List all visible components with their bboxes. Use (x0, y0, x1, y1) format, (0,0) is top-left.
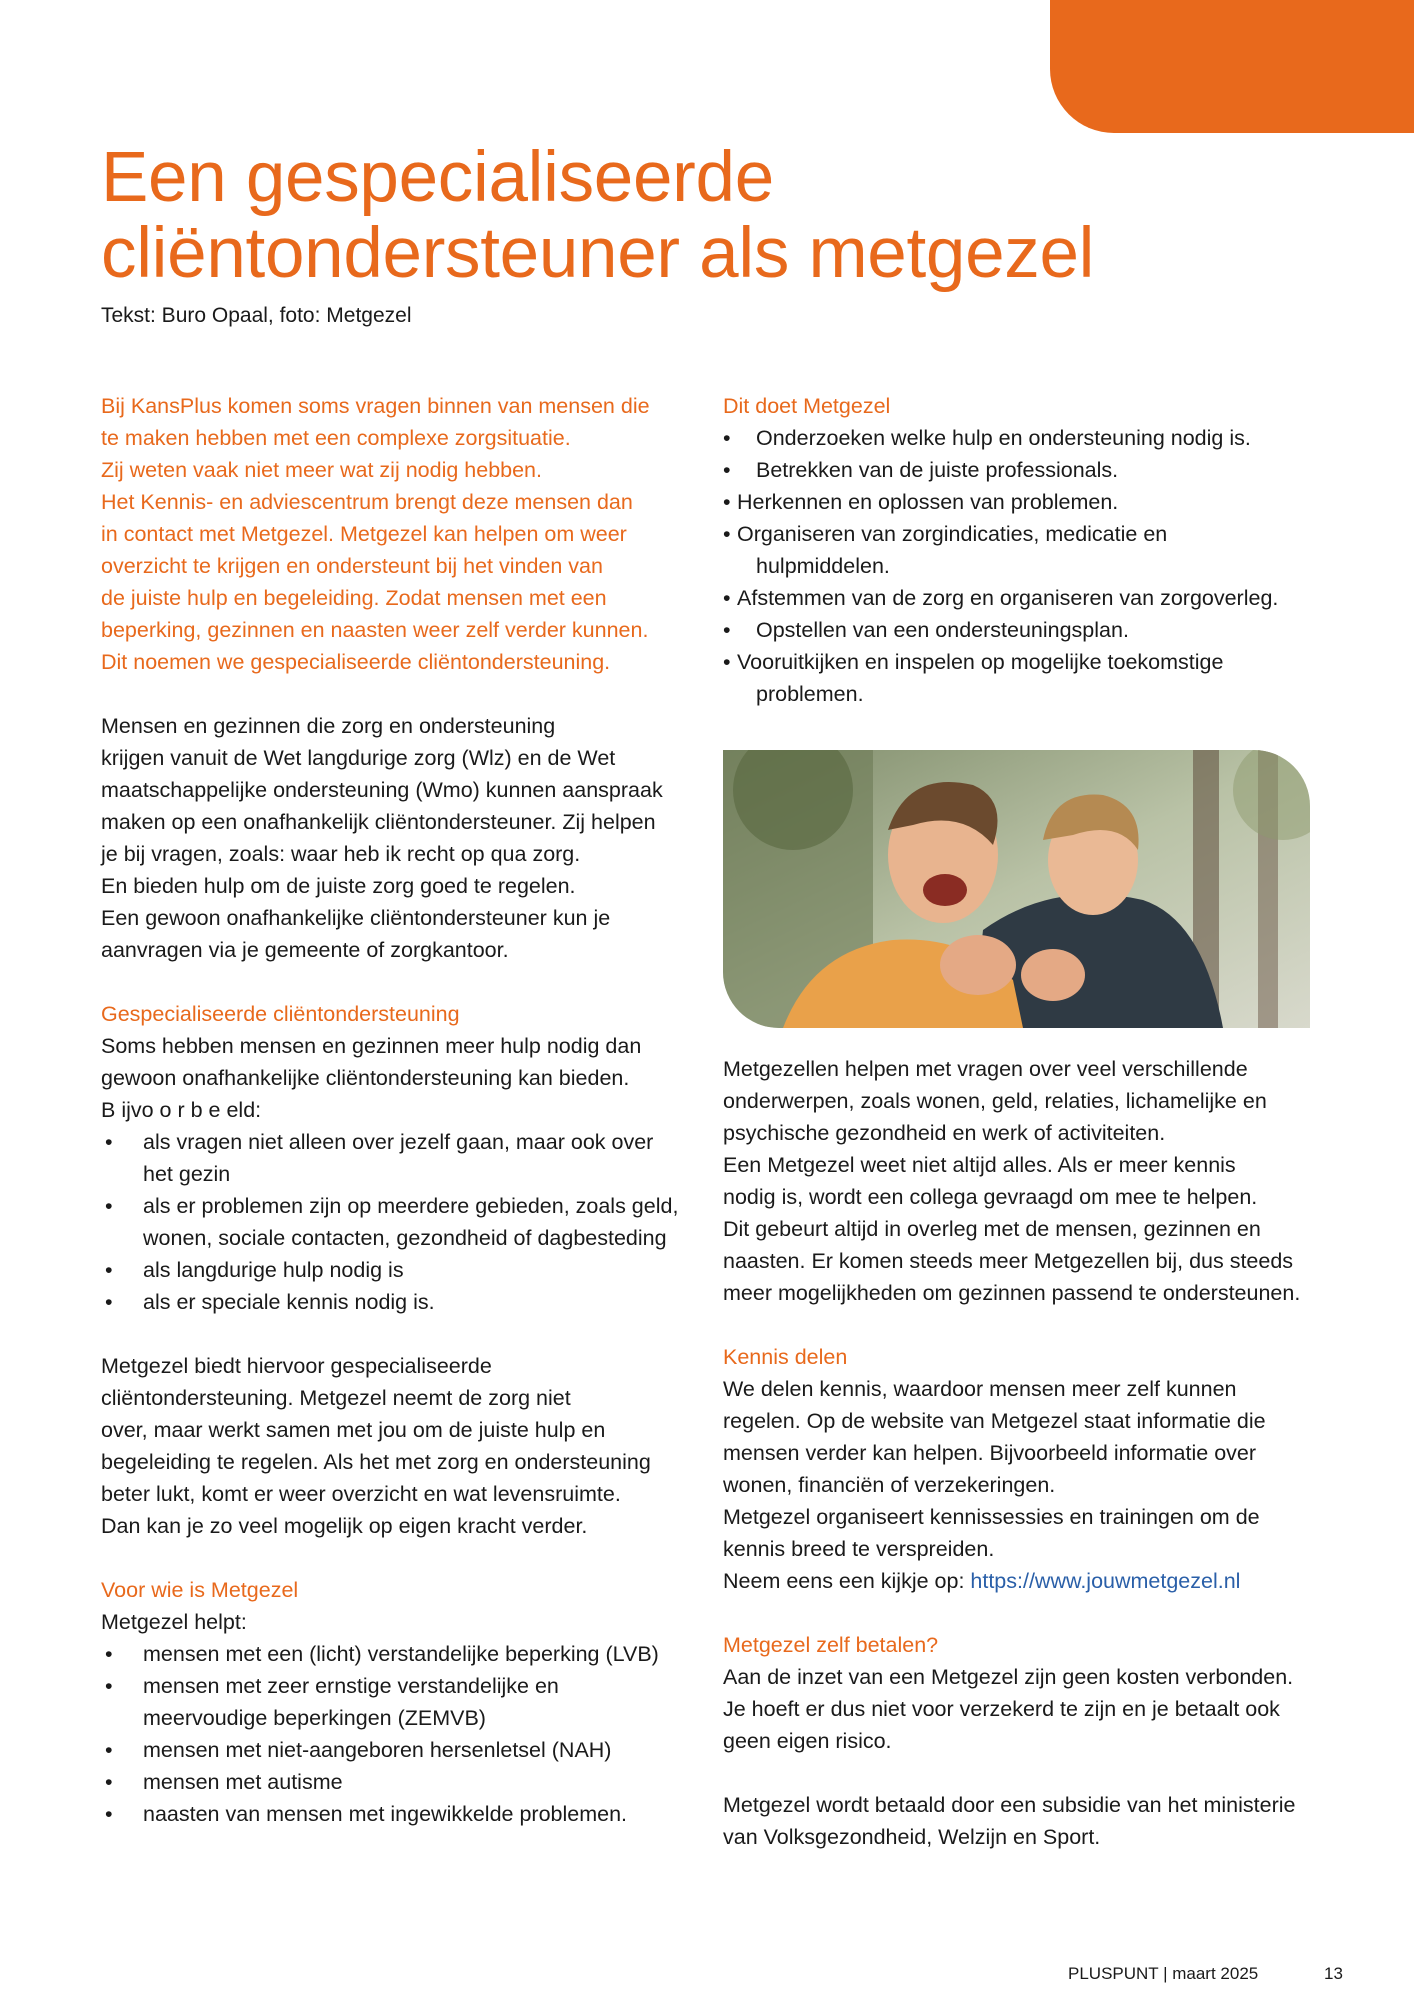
list-item: • Organiseren van zorgindicaties, medicatie en hulpmiddelen. (723, 518, 1363, 582)
section-knowledge (723, 1341, 1383, 1597)
list-item: • als langdurige hulp nodig is (101, 1254, 721, 1286)
photo-illustration (723, 750, 1310, 1028)
intro-paragraph (101, 390, 721, 678)
list-item: • Onderzoeken welke hulp en ondersteuning nodig is. (723, 422, 1363, 454)
intro-line: Bij KansPlus komen soms vragen binnen van mensen die (101, 394, 650, 418)
paragraph-line: Een gewoon onafhankelijke cliëntondersteuner kun je (101, 906, 611, 930)
list-item: • als er speciale kennis nodig is. (101, 1286, 721, 1318)
paragraph-line: B ijvo o r b e eld: (101, 1098, 262, 1122)
list-item: • mensen met zeer ernstige verstandelijke en meervoudige beperkingen (ZEMVB) (101, 1670, 721, 1734)
list-item: • mensen met autisme (101, 1766, 721, 1798)
right-column-bottom (723, 1053, 1383, 1853)
paragraph-line: van Volksgezondheid, Welzijn en Sport. (723, 1825, 1101, 1849)
list-item: • Afstemmen van de zorg en organiseren van zorgoverleg. (723, 582, 1363, 614)
list-item: • mensen met een (licht) verstandelijke beperking (LVB) (101, 1638, 721, 1670)
list-item: • mensen met niet-aangeboren hersenletsel (NAH) (101, 1734, 721, 1766)
section-for-whom (101, 1574, 721, 1830)
helpers-paragraph (723, 1053, 1383, 1309)
paragraph-line: Dit gebeurt altijd in overleg met de mensen, gezinnen en (723, 1217, 1261, 1241)
paragraph-line: naasten. Er komen steeds meer Metgezellen bij, dus steeds (723, 1249, 1294, 1273)
page-title (101, 140, 1251, 292)
section-specialised (101, 998, 721, 1318)
title-line-2: cliëntondersteuner als metgezel (101, 214, 1095, 293)
bullet-list (723, 422, 1363, 710)
paragraph-line: over, maar werkt samen met jou om de juiste hulp en (101, 1418, 606, 1442)
footer-publication: PLUSPUNT | maart 2025 (1068, 1964, 1259, 1983)
paragraph-line: Mensen en gezinnen die zorg en ondersteuning (101, 714, 556, 738)
paragraph-line: je bij vragen, zoals: waar heb ik recht op qua zorg. (101, 842, 581, 866)
list-item: • Vooruitkijken en inspelen op mogelijke toekomstige problemen. (723, 646, 1363, 710)
paragraph-line: Een Metgezel weet niet altijd alles. Als er meer kennis (723, 1153, 1236, 1177)
list-item: • naasten van mensen met ingewikkelde problemen. (101, 1798, 721, 1830)
section-heading: Dit doet Metgezel (723, 394, 891, 418)
photo-two-laughing-boys (723, 750, 1310, 1028)
list-item: • Herkennen en oplossen van problemen. (723, 486, 1363, 518)
section-heading: Gespecialiseerde cliëntondersteuning (101, 1002, 460, 1026)
title-line-1: Een gespecialiseerde (101, 138, 774, 217)
intro-line: Dit noemen we gespecialiseerde cliëntondersteuning. (101, 650, 611, 674)
intro-line: in contact met Metgezel. Metgezel kan helpen om weer (101, 522, 627, 546)
paragraph-line: begeleiding te regelen. Als het met zorg en ondersteuning (101, 1450, 651, 1474)
paragraph-line: We delen kennis, waardoor mensen meer zelf kunnen (723, 1377, 1237, 1401)
paragraph-line: maken op een onafhankelijk cliëntondersteuner. Zij helpen (101, 810, 656, 834)
paragraph-line: Metgezel organiseert kennissessies en trainingen om de (723, 1505, 1260, 1529)
right-column-top (723, 390, 1363, 710)
intro-line: Zij weten vaak niet meer wat zij nodig hebben. (101, 458, 542, 482)
paragraph-line: meer mogelijkheden om gezinnen passend te ondersteunen. (723, 1281, 1301, 1305)
paragraph-line: onderwerpen, zoals wonen, geld, relaties, lichamelijke en (723, 1089, 1267, 1113)
paragraph-line: psychische gezondheid en werk of activiteiten. (723, 1121, 1166, 1145)
section-pay (723, 1629, 1383, 1853)
paragraph-line: Aan de inzet van een Metgezel zijn geen kosten verbonden. (723, 1665, 1294, 1689)
list-item: • Opstellen van een ondersteuningsplan. (723, 614, 1363, 646)
paragraph-line: krijgen vanuit de Wet langdurige zorg (Wlz) en de Wet (101, 746, 616, 770)
paragraph-line: Je hoeft er dus niet voor verzekerd te zijn en je betaalt ook (723, 1697, 1280, 1721)
section-heading: Voor wie is Metgezel (101, 1578, 299, 1602)
paragraph-line: nodig is, wordt een collega gevraagd om mee te helpen. (723, 1185, 1258, 1209)
paragraph-line: cliëntondersteuning. Metgezel neemt de zorg niet (101, 1386, 571, 1410)
paragraph-line: geen eigen risico. (723, 1729, 892, 1753)
paragraph-line: beter lukt, komt er weer overzicht en wat levensruimte. (101, 1482, 621, 1506)
website-link[interactable]: https://www.jouwmetgezel.nl (970, 1569, 1241, 1593)
intro-line: de juiste hulp en begeleiding. Zodat mensen met een (101, 586, 607, 610)
paragraph-line: Metgezel helpt: (101, 1610, 247, 1634)
paragraph-line: aanvragen via je gemeente of zorgkantoor. (101, 938, 509, 962)
paragraph-line: gewoon onafhankelijke cliëntondersteuning kan bieden. (101, 1066, 630, 1090)
paragraph-line: Metgezel biedt hiervoor gespecialiseerde (101, 1354, 492, 1378)
intro-line: Het Kennis- en adviescentrum brengt deze mensen dan (101, 490, 633, 514)
intro-line: te maken hebben met een complexe zorgsituatie. (101, 426, 571, 450)
section-heading: Metgezel zelf betalen? (723, 1633, 939, 1657)
intro-line: overzicht te krijgen en ondersteunt bij het vinden van (101, 554, 603, 578)
page-number: 13 (1324, 1964, 1343, 1983)
paragraph-line: Soms hebben mensen en gezinnen meer hulp nodig dan (101, 1034, 642, 1058)
paragraph-line: mensen verder kan helpen. Bijvoorbeeld informatie over (723, 1441, 1257, 1465)
paragraph-line: Metgezellen helpen met vragen over veel verschillende (723, 1057, 1248, 1081)
section-heading: Kennis delen (723, 1345, 848, 1369)
intro-line: beperking, gezinnen en naasten weer zelf verder kunnen. (101, 618, 649, 642)
wlz-paragraph (101, 710, 721, 966)
paragraph-line: En bieden hulp om de juiste zorg goed te regelen. (101, 874, 576, 898)
list-item: • Betrekken van de juiste professionals. (723, 454, 1363, 486)
paragraph-line: maatschappelijke ondersteuning (Wmo) kunnen aanspraak (101, 778, 663, 802)
left-column (101, 390, 721, 1830)
corner-tab (1050, 0, 1414, 133)
link-prefix: Neem eens een kijkje op: (723, 1569, 971, 1593)
paragraph-line: wonen, financiën of verzekeringen. (723, 1473, 1056, 1497)
paragraph-line: Metgezel wordt betaald door een subsidie van het ministerie (723, 1793, 1296, 1817)
link-line (723, 1565, 1383, 1597)
list-item: • als er problemen zijn op meerdere gebieden, zoals geld, wonen, sociale contacten, gezondheid of dagbesteding (101, 1190, 721, 1254)
list-item: • als vragen niet alleen over jezelf gaan, maar ook over het gezin (101, 1126, 721, 1190)
paragraph-line: Dan kan je zo veel mogelijk op eigen kracht verder. (101, 1514, 588, 1538)
bullet-list (101, 1126, 721, 1318)
bullet-list (101, 1638, 721, 1830)
paragraph-line: regelen. Op de website van Metgezel staat informatie die (723, 1409, 1266, 1433)
credits: Tekst: Buro Opaal, foto: Metgezel (101, 304, 412, 327)
paragraph-line: kennis breed te verspreiden. (723, 1537, 995, 1561)
metgezel-paragraph (101, 1350, 721, 1542)
